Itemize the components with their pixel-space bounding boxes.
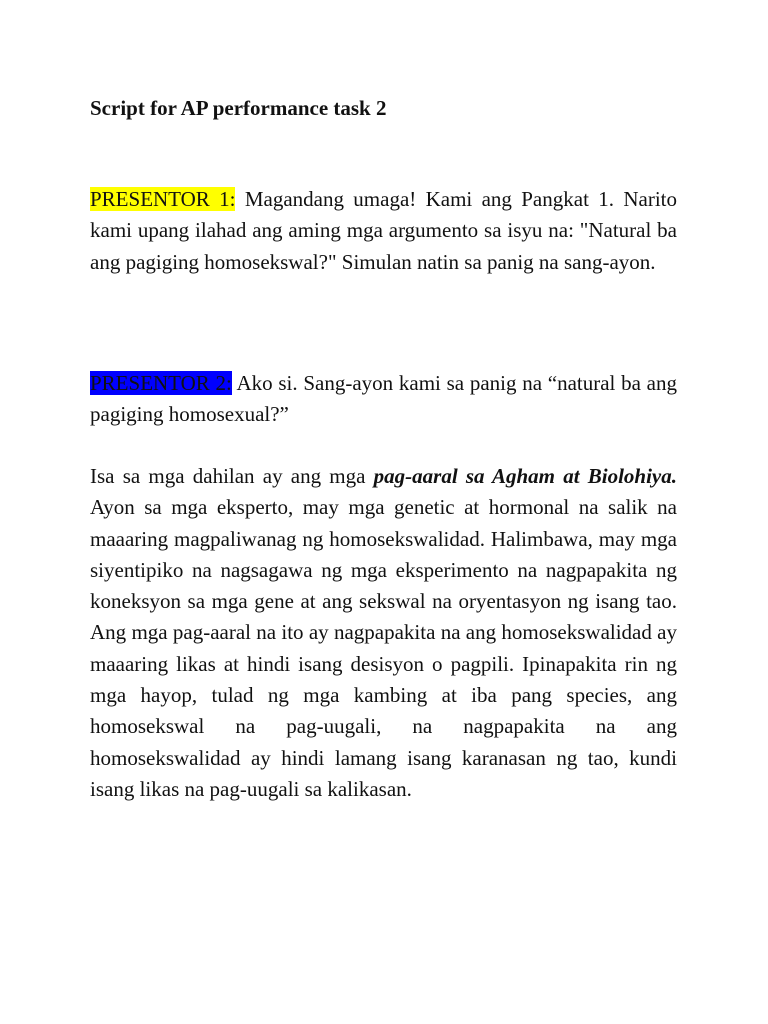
document-title: Script for AP performance task 2 <box>90 96 387 120</box>
paragraph-3-emphasis: pag-aaral sa Agham at Biolohiya. <box>373 464 677 488</box>
paragraph-presentor-2 <box>90 368 677 431</box>
paragraph-3-intro: Isa sa mga dahilan ay ang mga <box>90 464 374 488</box>
paragraph-1-text: Magandang umaga! Kami ang Pangkat 1. Narito kami upang ilahad ang aming mga argumento sa isyu na: "Natural ba ang pagiging homosekswal?" Simulan natin sa panig na sang-ayon. <box>90 187 677 274</box>
speaker-label-presentor-1: PRESENTOR 1: <box>90 187 236 211</box>
paragraph-body <box>90 461 677 805</box>
paragraph-2-text: Ako si. Sang-ayon kami sa panig na “natural ba ang pagiging homosexual?” <box>90 371 677 427</box>
paragraph-presentor-1 <box>90 184 677 278</box>
speaker-label-presentor-2: PRESENTOR 2: <box>90 371 232 395</box>
paragraph-3-text: Ayon sa mga eksperto, may mga genetic at hormonal na salik na maaaring magpaliwanag ng homosekswalidad. Halimbawa, may mga siyentipiko na nagsagawa ng mga eksperimento na nagpapakita ng koneksyon sa mga gene at ang sekswal na oryentasyon ng isang tao. Ang mga pag-aaral na ito ay nagpapakita na ang homosekswalidad ay maaaring likas at hindi isang desisyon o pagpili. Ipinapakita rin ng mga hayop, tulad ng mga kambing at iba pang species, ang homosekswal na pag-uugali, na nagpapakita na ang homosekswalidad ay hindi lamang isang karanasan ng tao, kundi isang likas na pag-uugali sa kalikasan. <box>90 495 677 801</box>
